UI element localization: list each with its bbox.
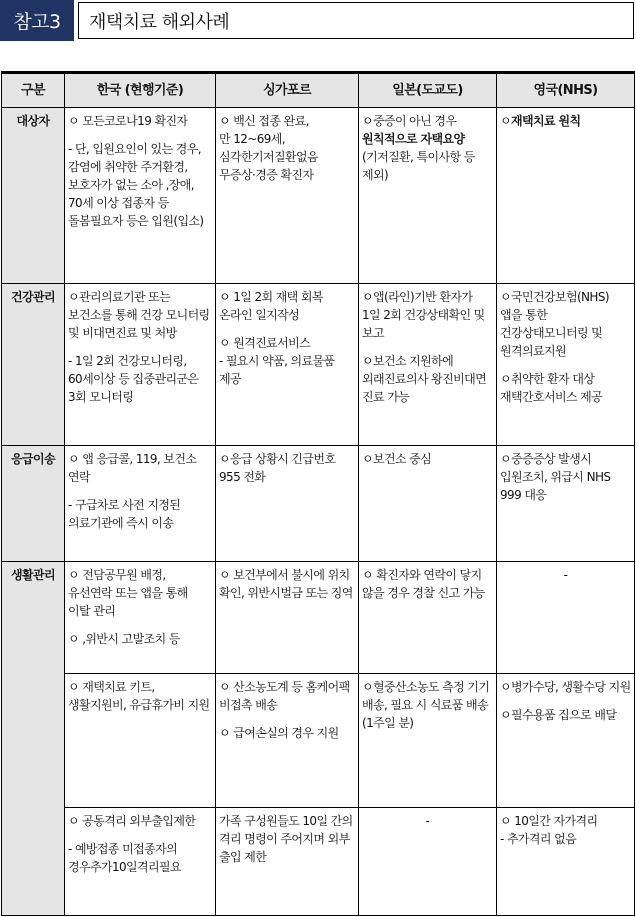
table-row: [2, 108, 635, 284]
cell-text: (기저질환, 특이사항 등 제외): [362, 150, 475, 182]
cell-text: ㅇ 모든코로나19 확진자: [68, 114, 188, 128]
cell-text: 심각한기저질환없음: [219, 150, 318, 164]
cell-text: ㅇ앱(라인)기반 환자가 1일 2회 건강상태확인 및 보고: [362, 290, 485, 340]
cell-text: ㅇ관리의료기관 또는 보건소를 통해 건강 모니터링 및 비대면진료 및 처방: [68, 290, 210, 340]
table-cell: [359, 674, 497, 808]
table-row: [2, 446, 635, 562]
table-row: [2, 808, 635, 916]
table-row: [2, 562, 635, 674]
table-cell: [216, 284, 359, 446]
row-header: 건강관리: [2, 284, 65, 446]
cell-text: 가족 구성원들도 10일 간의 격리 명령이 주어지며 외부 출입 제한: [219, 814, 353, 864]
cell-text: ㅇ응급 상황시 긴급번호 955 전화: [219, 452, 336, 484]
cell-text: ㅇ 재택치료 키트, 생활지원비, 유급휴가비 지원: [68, 680, 210, 712]
cell-text: - 구급차로 사전 지정된 의료기관에 즉시 이송: [68, 498, 181, 530]
cell-text-emphasis: 원칙적으로 자택요양: [362, 132, 465, 146]
table-cell: [497, 808, 635, 916]
cell-text: ㅇ 전담공무원 배정, 유선연락 또는 앱을 통해 이탈 관리: [68, 568, 188, 618]
cell-text: ㅇ 원격진료서비스: [219, 336, 311, 350]
cell-text: 만 12~69세,: [219, 132, 286, 146]
cell-text: - 단, 입원요인이 있는 경우, 감염에 취약한 주거환경, 보호자가 없는 소아 ,장애, 70세 이상 접종자 등 돌봄필요자 등은 입원(입소): [68, 142, 204, 228]
cell-text: ㅇ국민건강보험(NHS) 앱을 통한 건강상태모니터링 및 원격의료지원: [500, 290, 609, 358]
column-header: 한국 (현행기준): [65, 73, 216, 108]
cell-text: ㅇ 확진자와 연락이 닿지 않을 경우 경찰 신고 가능: [362, 568, 485, 600]
cell-text: ㅇ중증증상 발생시 입원조치, 위급시 NHS 999 대응: [500, 452, 611, 502]
row-header: 생활관리: [2, 562, 65, 916]
cell-text: ㅇ 공동격리 외부출입제한: [68, 814, 196, 828]
table-cell: [359, 446, 497, 562]
cell-text: - 필요시 약품, 의료물품 제공: [219, 354, 335, 386]
cell-text: ㅇ 앱 응급콜, 119, 보건소 연락: [68, 452, 197, 484]
cell-text: ㅇ필수용품 집으로 배달: [500, 708, 617, 722]
table-cell: [65, 674, 216, 808]
page-title: 재택치료 해외사례: [78, 2, 634, 39]
table-header-row: [2, 73, 635, 108]
cell-text: ㅇ혈중산소농도 측정 기기 배송, 필요 시 식료품 배송 (1주일 분): [362, 680, 490, 730]
table-cell: [359, 108, 497, 284]
table-cell: [359, 808, 497, 916]
table-cell: [65, 808, 216, 916]
cell-text: ㅇ ,위반시 고발조치 등: [68, 632, 180, 646]
table-row: [2, 674, 635, 808]
cell-text: ㅇ 백신 접종 완료,: [219, 114, 309, 128]
cell-text: ㅇ: [500, 114, 511, 128]
table-cell: [65, 562, 216, 674]
table-cell: [65, 284, 216, 446]
cell-text: ㅇ보건소 지원하에 외래진료의사 왕진비대면 진료 가능: [362, 354, 487, 404]
table-cell: [497, 562, 635, 674]
table-cell: [65, 446, 216, 562]
table-cell: [497, 446, 635, 562]
table-cell: [497, 108, 635, 284]
table-cell: [65, 108, 216, 284]
cell-text: ㅇ보건소 중심: [362, 452, 432, 466]
cell-text: 무증상·경증 확진자: [219, 168, 314, 182]
row-header: 대상자: [2, 108, 65, 284]
table-cell: [216, 674, 359, 808]
cell-text: ㅇ 10일간 자가격리: [500, 814, 598, 828]
table-cell: [216, 562, 359, 674]
cell-text: -: [563, 568, 568, 582]
cell-text: - 예방접종 미접종자의 경우추가10일격리필요: [68, 842, 181, 874]
cell-text: - 1일 2회 건강모니터링, 60세이상 등 집중관리군은 3회 모니터링: [68, 354, 199, 404]
cell-text: -: [425, 814, 430, 828]
cell-text-emphasis: 재택치료 원칙: [511, 114, 581, 128]
table-row: [2, 284, 635, 446]
cell-text: ㅇ중증이 아닌 경우: [362, 114, 457, 128]
cell-text: ㅇ 산소농도계 등 홈케어팩 비접촉 배송: [219, 680, 350, 712]
cell-text: ㅇ 1일 2회 재택 회복 온라인 일지작성: [219, 290, 323, 322]
cell-text: ㅇ취약한 환자 대상 재택간호서비스 제공: [500, 372, 603, 404]
column-header: 싱가포르: [216, 73, 359, 108]
comparison-table: [1, 71, 635, 916]
table-cell: [359, 562, 497, 674]
table-cell: [216, 108, 359, 284]
table-cell: [359, 284, 497, 446]
table-cell: [216, 808, 359, 916]
cell-text: ㅇ 급여손실의 경우 지원: [219, 726, 339, 740]
table-cell: [216, 446, 359, 562]
column-header: 영국(NHS): [497, 73, 635, 108]
column-header: 일본(도교도): [359, 73, 497, 108]
column-header: 구분: [2, 73, 65, 108]
cell-text: ㅇ병가수당, 생활수당 지원: [500, 680, 631, 694]
cell-text: - 추가격리 없음: [500, 832, 577, 846]
table-cell: [497, 674, 635, 808]
row-header: 응급이송: [2, 446, 65, 562]
cell-text: ㅇ 보건부에서 불시에 위치 확인, 위반시벌금 또는 징역: [219, 568, 353, 600]
table-cell: [497, 284, 635, 446]
section-label: 참고3: [0, 0, 74, 41]
